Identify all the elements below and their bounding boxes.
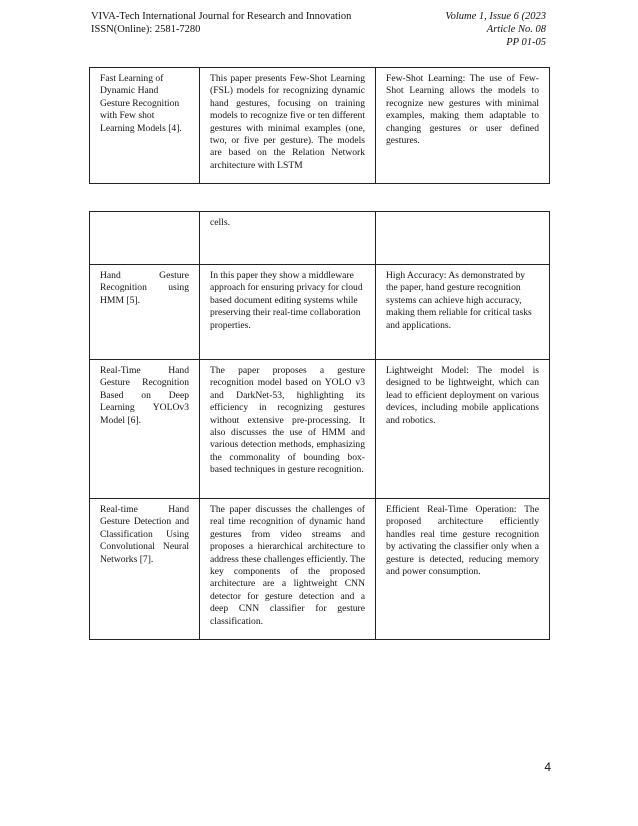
running-header-left: [91, 10, 351, 36]
table-row: [90, 68, 550, 184]
volume-issue: Volume 1, Issue 6 (2023: [445, 11, 546, 22]
journal-issn: ISSN(Online): 2581-7280: [91, 24, 201, 35]
table-row: [90, 265, 550, 360]
article-number: Article No. 08: [486, 24, 546, 35]
paper-title-cell: Fast Learning of Dynamic Hand Gesture Recognition with Few shot Learning Models [4].: [90, 68, 200, 184]
paper-title-cell: Hand Gesture Recognition using HMM [5].: [90, 265, 200, 360]
running-header-right: [445, 10, 546, 49]
paper-advantage-cell: [376, 212, 550, 265]
paper-summary-cell: The paper proposes a gesture recognition model based on YOLO v3 and DarkNet-53, highlighting its efficiency in recognizing gestures without extensive pre-processing. It also discusses the use of HMM and various detection methods, emphasizing the commonality of bounding box-based techniques in gesture recognition.: [200, 360, 376, 499]
paper-summary-cell: This paper presents Few-Shot Learning (FSL) models for recognizing dynamic hand gestures, focusing on training models to recognize five or ten different gestures with minimal examples (one, two, or five per gesture). The models are based on the Relation Network architecture with LSTM: [200, 68, 376, 184]
page-number: 4: [544, 760, 551, 774]
literature-table-part-2: [89, 211, 550, 640]
paper-title-cell: Real-Time Hand Gesture Recognition Based on Deep Learning YOLOv3 Model [6].: [90, 360, 200, 499]
table-row: [90, 212, 550, 265]
paper-advantage-cell: Few-Shot Learning: The use of Few-Shot Learning allows the models to recognize new gestures with minimal examples, making them adaptable to changing gestures or user defined gestures.: [376, 68, 550, 184]
journal-name: VIVA-Tech International Journal for Research and Innovation: [91, 11, 352, 22]
paper-summary-cell: The paper discusses the challenges of real time recognition of dynamic hand gestures from video streams and proposes a hierarchical architecture to address these challenges efficiently. The key components of the proposed architecture are a lightweight CNN detector for gesture detection and a deep CNN classifier for gesture classification.: [200, 499, 376, 640]
paper-title-cell: [90, 212, 200, 265]
paper-summary-cell: In this paper they show a middleware approach for ensuring privacy for cloud based document editing systems while preserving their real-time collaboration properties.: [200, 265, 376, 360]
paper-advantage-cell: High Accuracy: As demonstrated by the paper, hand gesture recognition systems can achieve high accuracy, making them reliable for critical tasks and applications.: [376, 265, 550, 360]
paper-title-cell: Real-time Hand Gesture Detection and Classification Using Convolutional Neural Networks [7].: [90, 499, 200, 640]
paper-summary-cell: cells.: [200, 212, 376, 265]
literature-table-part-1: [89, 67, 550, 184]
paper-advantage-cell: Lightweight Model: The model is designed to be lightweight, which can lead to efficient deployment on various devices, including mobile applications and robotics.: [376, 360, 550, 499]
page-range: PP 01-05: [506, 37, 546, 48]
table-row: [90, 499, 550, 640]
table-row: [90, 360, 550, 499]
paper-advantage-cell: Efficient Real-Time Operation: The proposed architecture efficiently handles real time gesture recognition by activating the classifier only when a gesture is detected, reducing memory and power consumption.: [376, 499, 550, 640]
